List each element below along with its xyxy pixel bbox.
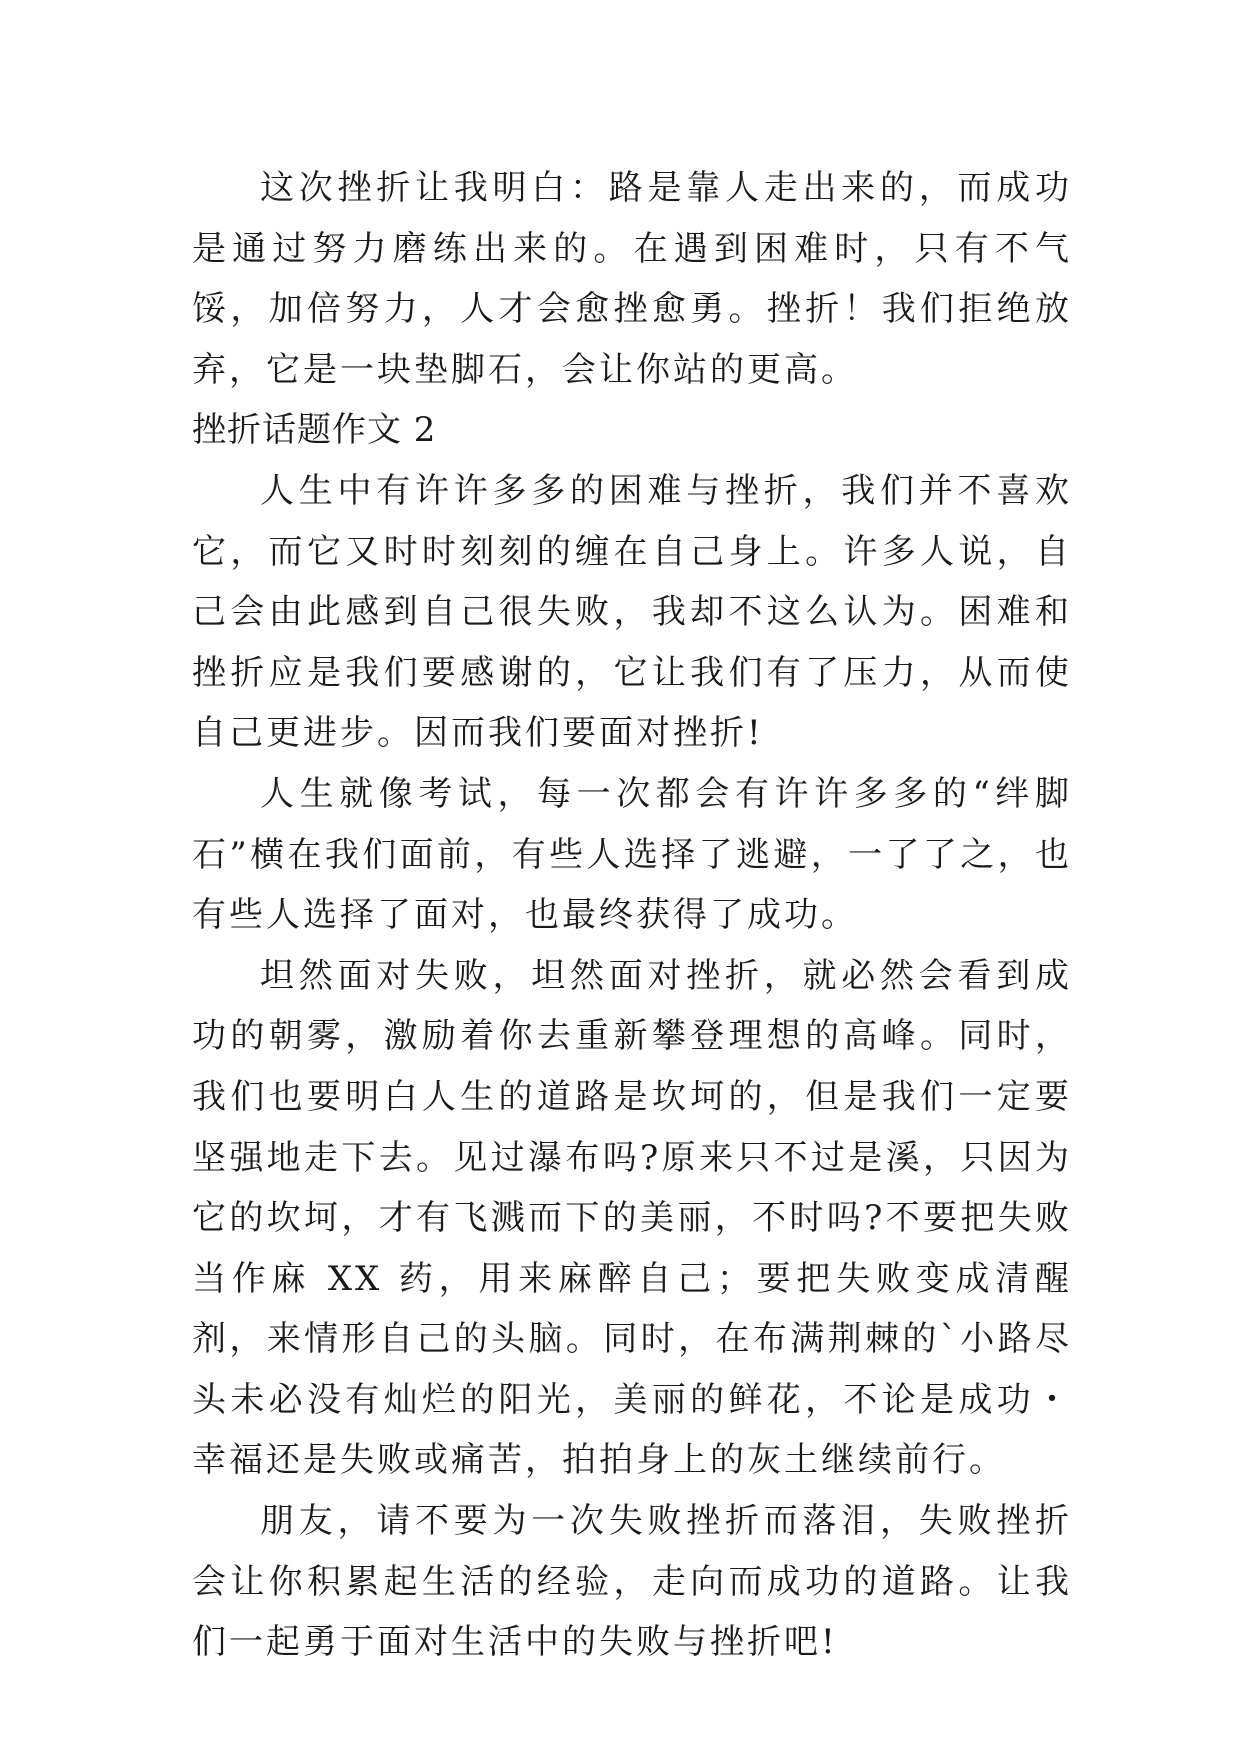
essay-heading: 挫折话题作文 2	[192, 410, 437, 451]
paragraph: 朋友，请不要为一次失败挫折而落泪，失败挫折会让你积累起生活的经验，走向而成功的道路。让我们一起勇于面对生活中的失败与挫折吧!	[192, 1501, 1072, 1663]
document-body	[192, 158, 1072, 1673]
paragraph: 人生中有许许多多的困难与挫折，我们并不喜欢它，而它又时时刻刻的缠在自己身上。许多人说，自己会由此感到自己很失败，我却不这么认为。困难和挫折应是我们要感谢的，它让我们有了压力，从而使自己更进步。因而我们要面对挫折!	[192, 470, 1072, 754]
paragraph: 这次挫折让我明白：路是靠人走出来的，而成功是通过努力磨练出来的。在遇到困难时，只有不气馁，加倍努力，人才会愈挫愈勇。挫折！我们拒绝放弃，它是一块垫脚石，会让你站的更高。	[192, 168, 1072, 390]
paragraph: 人生就像考试，每一次都会有许许多多的“绊脚石”横在我们面前，有些人选择了逃避，一了了之，也有些人选择了面对，也最终获得了成功。	[192, 773, 1072, 936]
paragraph: 坦然面对失败，坦然面对挫折，就必然会看到成功的朝雾，激励着你去重新攀登理想的高峰。同时，我们也要明白人生的道路是坎坷的，但是我们一定要坚强地走下去。见过瀑布吗?原来只不过是溪，只因为它的坎坷，才有飞溅而下的美丽，不时吗?不要把失败当作麻 XX 药，用来麻醉自己；要把失败变成清醒剂，来情形自己的头脑。同时，在布满荆棘的`小路尽头未必没有灿烂的阳光，美丽的鲜花，不论是成功・幸福还是失败或痛苦，拍拍身上的灰土继续前行。	[192, 955, 1072, 1481]
